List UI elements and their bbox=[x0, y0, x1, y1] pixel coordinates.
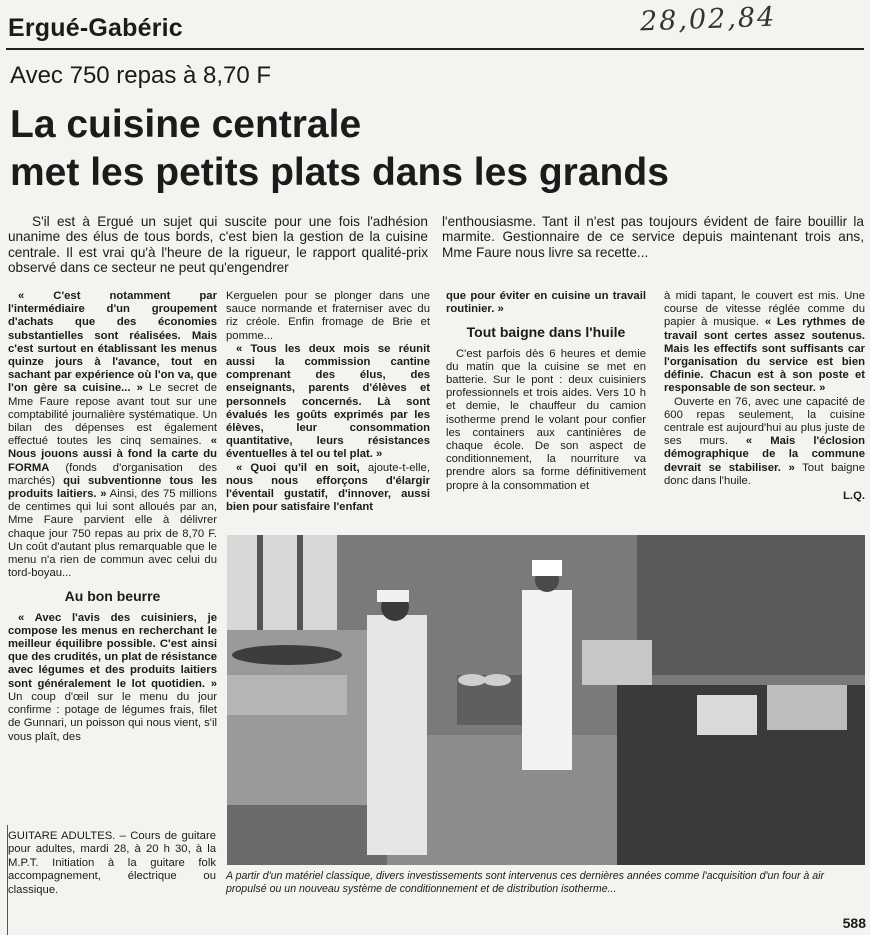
col1-quote-1: « C'est notamment par l'intermédiaire d'un groupement d'achats que des économies substantielles sont réalisées. Mais c'est surtout en établissant les menus quinze jours à l'avance, tout en sachant par expérience où l'on va, que l'on gère sa cuisine... » bbox=[8, 290, 217, 395]
page-number: 588 bbox=[842, 915, 866, 931]
kitchen-photo bbox=[227, 535, 865, 865]
section-rubric: Ergué-Gabéric bbox=[8, 14, 183, 42]
col2-quote-2: nous nous efforçons d'élargir l'éventail gustatif, d'innover, aussi bien pour satisfaire l'enfant bbox=[226, 474, 430, 514]
col4-quote-1: « Les rythmes de travail sont certes assez soutenus. Mais les effectifs sont suffisants car l'organisation du service est bien définie. Chacun est à son poste et responsable de son secteur. » bbox=[664, 316, 865, 395]
col2-paragraph-3 bbox=[226, 462, 430, 515]
notice-title: GUITARE ADULTES. bbox=[8, 830, 116, 842]
col3-paragraph-0: que pour éviter en cuisine un travail routinier. » bbox=[446, 290, 646, 316]
column-3 bbox=[446, 290, 646, 493]
col4-text-3: Tout baigne donc dans l'huile. bbox=[664, 461, 865, 487]
col3-paragraph-1: C'est parfois dès 6 heures et demie du matin que la cuisine se met en batterie. Sur le pont : deux cuisiniers professionnels et trois aides. Vers 10 h et demie, le chauffeur du camion isotherme prend le volant pour confier les containers aux cantinières de chaque école. De son aspect de conditionnement, la nourriture va prendre alors sa forme définitivement propre à la consommation et bbox=[446, 347, 646, 492]
header-rule bbox=[6, 48, 864, 50]
col1-text-3: Ainsi, des 75 millions de centimes qui lui sont alloués par an, Mme Faure parvient elle à délivrer chaque jour 750 repas au prix de 8,70 F. Un coût d'autant plus remarquable que le menu n'a rien de commun avec celui du tord-boyau... bbox=[8, 488, 218, 580]
col1-text-2: (fonds d'organisation des marchés) bbox=[8, 461, 217, 487]
col4-paragraph-1 bbox=[664, 290, 865, 396]
article-headline bbox=[10, 101, 870, 197]
subhead-au-bon-beurre: Au bon beurre bbox=[64, 588, 161, 605]
notice-text: – Cours de guitare pour adultes, mardi 28, à 20 h 30, à la M.P.T. Initiation à la guitare folk accompagnement, électrique ou classique. bbox=[8, 830, 216, 896]
author-signature: L.Q. bbox=[843, 490, 865, 503]
column-4 bbox=[664, 290, 865, 503]
headline-line-1: La cuisine centrale bbox=[10, 103, 362, 146]
col1-quote-2: « Nous jouons aussi à fond la carte du FORMA bbox=[8, 435, 217, 474]
col2-paragraph-2: « Tous les deux mois se réunit aussi la commission cantine comprenant des élus, des enseignants, parents d'élèves et personnels concernés. Là sont évalués les goûts exprimés par les élèves, leur consommation quantitative, leurs résistances éventuelles à tel ou tel plat. » bbox=[226, 342, 430, 461]
col2-quote-1: « Quoi qu'il en soit, bbox=[236, 461, 360, 474]
col4-quote-2: « Mais l'éclosion démographique de la commune devrait se stabiliser. » bbox=[664, 435, 865, 474]
col1-text-4: Un coup d'œil sur le menu du jour confirme : potage de légumes frais, filet de Gunnari, un poisson qui nous vient, s'il vous plaît, des bbox=[8, 690, 217, 743]
column-2 bbox=[226, 290, 430, 514]
col1-paragraph-2 bbox=[8, 612, 217, 744]
col1-paragraph-1 bbox=[8, 290, 217, 580]
col1-quote-3: qui subventionne tous les produits laitiers. » bbox=[8, 474, 217, 501]
guitar-notice bbox=[8, 830, 216, 897]
col4-text-1: à midi tapant, le couvert est mis. Une course de vitesse réglée comme du papier à musique. bbox=[664, 290, 865, 329]
article-kicker: Avec 750 repas à 8,70 F bbox=[10, 62, 272, 89]
lead-paragraph-part-1: S'il est à Ergué un sujet qui suscite pour une fois l'adhésion unanime des élus de tous bords, c'est bien la gestion de la cuisine centrale. Il est vrai qu'à l'heure de la rigueur, le rapport qualité-prix observé dans ce secteur ne peut qu'engendrer bbox=[8, 214, 428, 276]
lead-paragraph-part-2: l'enthousiasme. Tant il n'est pas toujours évident de faire bouillir la marmite. Gestionnaire de ce service depuis maintenant trois ans, Mme Faure nous livre sa recette... bbox=[442, 214, 864, 260]
col1-text-1: Le secret de Mme Faure repose avant tout sur une comptabilité journalière systématique. Un bilan des dépenses est également effectué toutes les cinq semaines. bbox=[8, 382, 217, 448]
col1-quote-4: « Avec l'avis des cuisiniers, je compose les menus en recherchant le meilleur équilibre possible. C'est ainsi que des crudités, un plat de résistance avec légumes et des produits laitiers sont généralement le lot quotidien. » bbox=[8, 611, 217, 690]
photo-caption: A partir d'un matériel classique, divers investissements sont intervenus ces dernières années comme l'acquisition d'un four à air propulsé ou un nouveau système de conditionnement et de distribution isotherme... bbox=[226, 870, 825, 895]
subhead-tout-baigne: Tout baigne dans l'huile bbox=[466, 324, 626, 341]
col2-paragraph-1: Kerguelen pour se plonger dans une sauce normande et fraterniser avec du riz créole. Enfin fromage de Brie et pomme... bbox=[226, 290, 430, 342]
headline-line-2: met les petits plats dans les grands bbox=[10, 151, 669, 194]
col4-paragraph-2 bbox=[664, 396, 865, 488]
column-1 bbox=[8, 290, 217, 744]
kitchen-photo-illustration bbox=[227, 535, 865, 865]
col4-text-2: Ouverte en 76, avec une capacité de 600 repas seulement, la cuisine centrale est aujourd'hui au plus juste de ses murs. bbox=[664, 395, 865, 448]
handwritten-date: 28,02,84 bbox=[639, 1, 777, 38]
col2-text-1: ajoute-t-elle, bbox=[359, 461, 430, 474]
